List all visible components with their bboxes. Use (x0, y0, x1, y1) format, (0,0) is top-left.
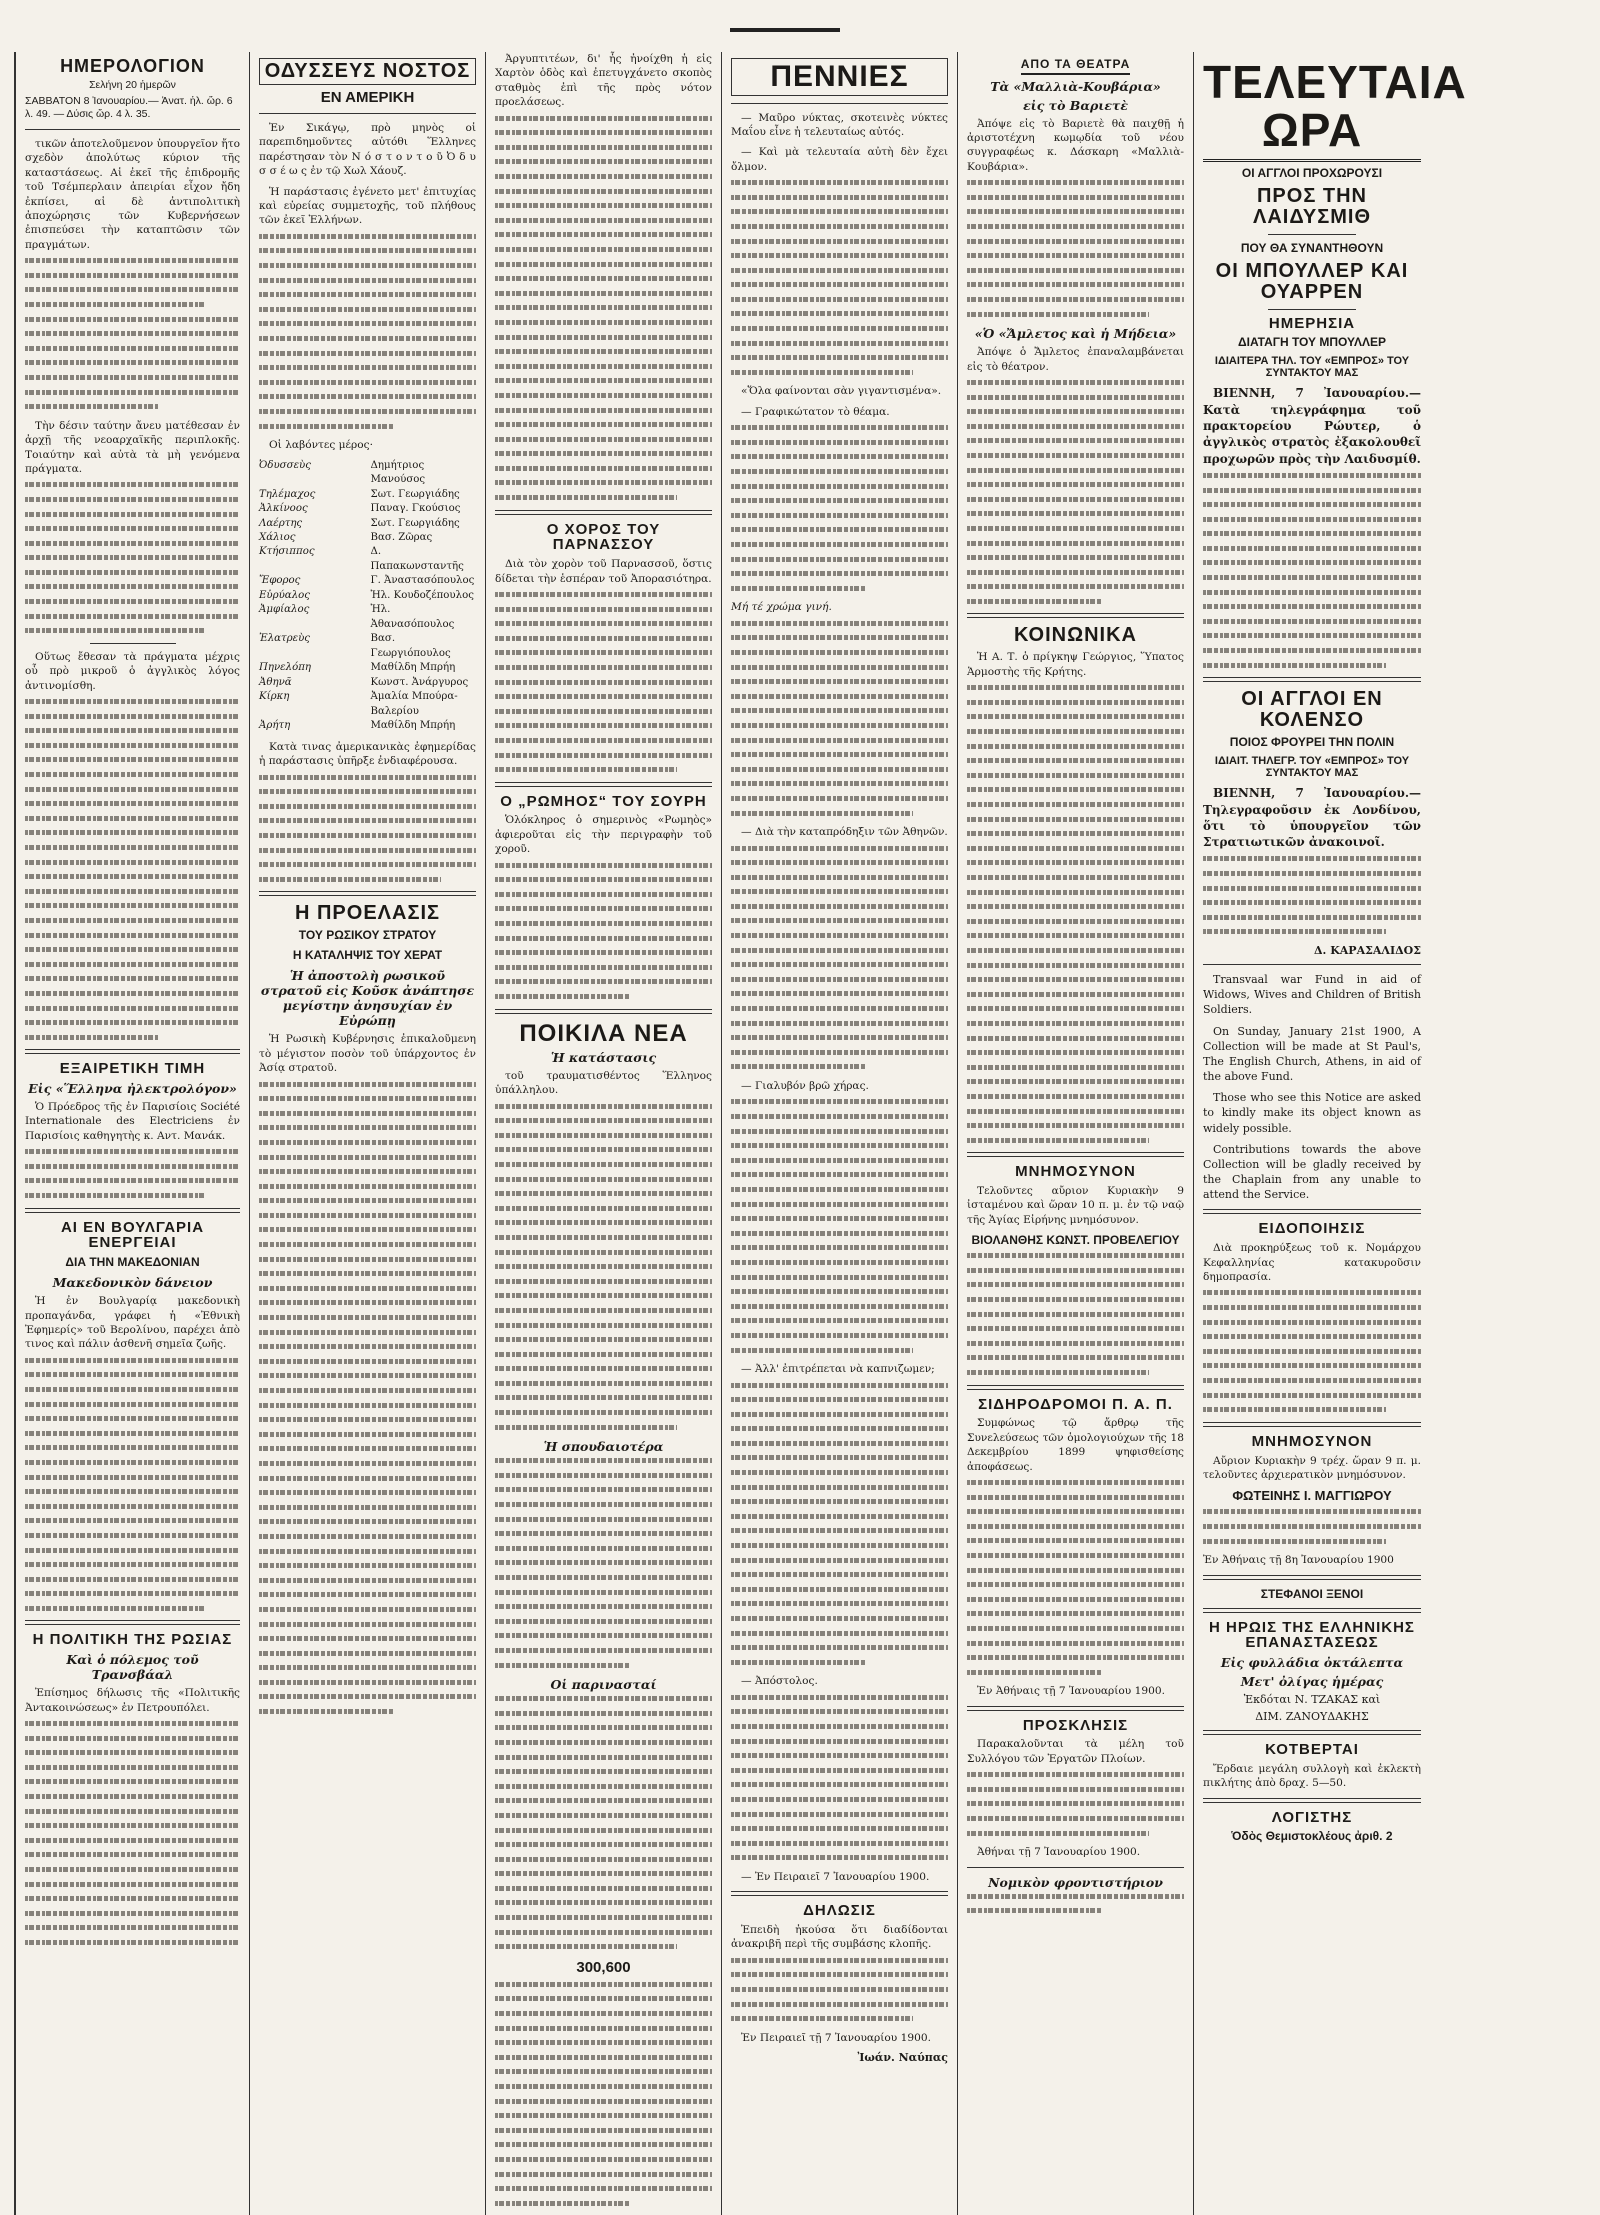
memorial-name: ΦΩΤΕΙΝΗΣ Ι. ΜΑΓΓΙΩΡΟΥ (1232, 1488, 1392, 1504)
cast-actor: Βασ. Ζῶρας (370, 531, 433, 543)
article-text: «Ὅλα φαίνονται σὰν γιγαντισμένα». (741, 385, 942, 398)
subhead-special-cable: ΙΔΙΑΙΤΕΡΑ ΤΗΛ. ΤΟΥ «ΕΜΠΡΟΣ» ΤΟΥ ΣΥΝΤΑΚΤΟΥ ΜΑΣ (1214, 355, 1410, 380)
headline-advance: Η ΠΡΟΕΛΑΣΙΣ (294, 902, 441, 925)
headline-memorial: ΜΝΗΜΟΣΥΝΟΝ (1251, 1432, 1373, 1450)
subhead-tribute: Εἰς «Ἕλληνα ἠλεκτρολόγον» (28, 1081, 237, 1097)
article-text: — Ἀπόστολος. (741, 1675, 818, 1688)
divider (1203, 677, 1421, 682)
article-text: Ἐπειδὴ ἠκούσα ὅτι διαδίδονται ἀνακριβῆ περὶ τῆς συμβάσης κλοπῆς. (731, 1924, 948, 1951)
headline-railways: ΣΙΔΗΡΟΔΡΟΜΟΙ Π. Α. Π. (978, 1395, 1173, 1413)
article-text: Ὁλόκληρος ὁ σημερινὸς «Ρωμηὸς» ἀφιεροῦται εἰς τὴν περιγραφὴν τοῦ χοροῦ. (495, 814, 712, 856)
divider (731, 103, 948, 104)
divider (731, 1891, 948, 1896)
subhead-colenso-guard: ΠΟΙΟΣ ΦΡΟΥΡΕΙ ΤΗΝ ΠΟΛΙΝ (1229, 735, 1395, 750)
article-text-lines (495, 1104, 712, 1430)
article-text: Κατὰ τινας ἀμερικανικὰς ἐφημερίδας ἡ παράστασις ὑπῆρξε ἐνδιαφέρουσα. (259, 740, 476, 768)
column-4 (722, 52, 958, 2215)
divider (259, 891, 476, 896)
divider (1203, 1575, 1421, 1580)
article-text-lines (25, 1721, 240, 1945)
cast-actor: Ἠλ. Ἀθανασόπουλος (370, 604, 455, 630)
article-text-lines (731, 1099, 948, 1352)
article-text-lines (967, 380, 1184, 604)
cast-role: Ἔφορος (259, 575, 301, 587)
article-text-lines (1203, 1509, 1421, 1543)
article-text-lines (495, 1458, 712, 1667)
article-text-lines (259, 775, 476, 882)
cast-actor: Ἠλ. Κουδοζέπουλος (370, 589, 474, 601)
declaration-place: Ἐν Πειραιεῖ τῇ 7 Ἰανουαρίου 1900. (741, 2031, 931, 2044)
cast-actor: Παναγ. Γκούσιος (370, 503, 461, 515)
divider (1203, 1209, 1421, 1214)
cast-role: Ἀλκίνοος (259, 503, 308, 515)
subhead-odysseus: ΕΝ ΑΜΕΡΙΚΗ (320, 89, 415, 106)
subhead-daily: ΗΜΕΡΗΣΙΑ (1268, 314, 1356, 332)
article-text: Ἐν Σικάγῳ, πρὸ μηνὸς οἱ παρεπιδημοῦντες αὐτόθι Ἕλληνες παρέστησαν τὸν Ν ό σ τ ο ν τ ο ῦ Ὀ δ υ σ σ έ ω ς ἐν τῷ Χωλ Χάουζ. (259, 122, 476, 178)
divider (967, 613, 1184, 618)
cast-role: Τηλέμαχος (259, 488, 316, 500)
calendar-title: ΗΜΕΡΟΛΟΓΙΟΝ (60, 56, 205, 76)
column-3 (486, 52, 722, 2215)
cast-actor: Κωνστ. Ἀνάργυρος (370, 676, 469, 688)
divider (1203, 1422, 1421, 1427)
subhead-ladysmith: ΠΡΟΣ ΤΗΝ ΛΑΙΔΥΣΜΙΘ (1252, 184, 1371, 228)
english-notice-text: Those who see this Notice are asked to kindly make its object known as widely possible. (1203, 1091, 1421, 1135)
lead-advance: Ἡ ἀποστολὴ ρωσικοῦ στρατοῦ εἰς Κοῦσκ ἀνάπτησε μεγίστην ἀνησυχίαν ἐν Εὐρώπῃ (260, 968, 475, 1029)
column-6 (1194, 52, 1467, 2215)
subhead-heroine-format: Εἰς φυλλάδια ὀκτάλεπτα (1220, 1655, 1404, 1670)
divider (1203, 964, 1421, 965)
cast-role: Πηνελόπη (259, 662, 312, 674)
headline-invitation: ΠΡΟΣΚΛΗΣΙΣ (1022, 1716, 1129, 1734)
article-text: Ἐπίσημος δήλωσις τῆς «Πολιτικῆς Ἀντακοινώσεως» ἐν Πετρουπόλει. (25, 1687, 240, 1714)
article-text-lines (731, 180, 948, 375)
article-text: Ὁ Πρόεδρος τῆς ἐν Παρισίοις Société Internationale des Electriciens ἐν Παρισίοις καθηγητὴς κ. Αντ. Μανάκ. (25, 1101, 240, 1142)
cast-actor: Σωτ. Γεωργιάδης (370, 488, 460, 500)
heroine-publisher: ΔΙΜ. ΖΑΝΟΥΔΑΚΗΣ (1255, 1710, 1369, 1723)
headline-parnassos: Ο ΧΟΡΟΣ ΤΟΥ ΠΑΡΝΑΣΣΟΥ (546, 520, 661, 554)
article-text: — Καὶ μὰ τελευταία αὐτὴ δὲν ἔχει ὄλμον. (731, 146, 948, 173)
headline-blankets: ΚΟΤΒΕΡΤΑΙ (1265, 1741, 1359, 1758)
subhead-advance: ΤΟΥ ΡΩΣΙΚΟΥ ΣΤΡΑΤΟΥ (298, 928, 437, 943)
headline-theatres-text: ΑΠΟ ΤΑ ΘΕΑΤΡΑ (1021, 58, 1131, 75)
subhead-order: ΔΙΑΤΑΓΗ ΤΟΥ ΜΠΟΥΛΛΕΡ (1238, 335, 1386, 350)
article-text-lines (495, 863, 712, 999)
invitation-date: Ἀθήναι τῇ 7 Ἰανουαρίου 1900. (977, 1846, 1141, 1859)
cast-intro: Οἱ λαβόντες μέρος· (269, 439, 373, 452)
article-text: Ἔρδαιε μεγάλη συλλογὴ καὶ ἐκλεκτὴ πικλήτης ἀπὸ δραχ. 5—50. (1203, 1762, 1421, 1790)
article-text-lines (495, 1696, 712, 1949)
declaration-signature: Ἰωάν. Ναύπας (857, 2051, 948, 2065)
railways-date: Ἐν Ἀθήναις τῇ 7 Ἰανουαρίου 1900. (977, 1685, 1165, 1698)
article-text: — Γιαλυβόν βρῶ χήρας. (741, 1080, 869, 1092)
article-text-lines (1203, 856, 1421, 934)
article-text: Ἡ παράστασις ἐγένετο μετ' ἐπιτυχίας καὶ εὐρείας συμμετοχῆς, τοῦ πλήθους τῶν ἐκεῖ Ἑλλήνων. (259, 185, 476, 227)
divider (259, 113, 476, 114)
article-text-lines (967, 1894, 1184, 1914)
top-rule (730, 28, 840, 32)
cast-actor: Βασ. Γεωργιόπουλος (370, 633, 451, 659)
article-text-lines (25, 1149, 240, 1198)
calendar-moon: Σελήνη 20 ἡμερῶν (89, 79, 176, 91)
subhead-condition: Ἡ κατάστασις (550, 1049, 657, 1065)
divider (25, 1049, 240, 1054)
english-notice-text: Contributions towards the above Collection will be gladly received by the Chaplain from any unable to attend the Service. (1203, 1142, 1421, 1202)
headline-theatres (967, 58, 1184, 75)
divider (1203, 1798, 1421, 1803)
column-1 (14, 52, 250, 2215)
calendar-box (25, 56, 240, 122)
article-text: Διὰ προκηρύξεως τοῦ κ. Νομάρχου Κεφαλληνίας κατακυροῦσιν δημοπρασία. (1203, 1242, 1421, 1283)
subhead-bulgaria: ΔΙΑ ΤΗΝ ΜΑΚΕΔΟΝΙΑΝ (65, 1255, 200, 1270)
article-text: Ἡ ἐν Βουλγαρίᾳ μακεδονικὴ προπαγάνδα, γράφει ἡ «Ἐθνικὴ Ἐφημερίς» τοῦ Βερολίνου, παρέχει ἀπὸ τινος καὶ πάλιν ἀσθενῆ σημεῖα ζωῆς. (25, 1295, 240, 1351)
cast-actor: Ἀμαλία Μπούρα-Βαλερίου (370, 691, 458, 717)
column-5 (958, 52, 1194, 2215)
cast-role: Ἀθηνᾶ (259, 676, 292, 688)
article-text: τικῶν ἀποτελοῦμενον ὑπουργεῖον ἤτο σχεδὸν ἀπολύτως κύριον τῆς καταστάσεως. Αἱ ἐκεῖ τῆς ἐπιδρομῆς τοῦ Τσέμπερλαιν ἀπειρίαι εἶχον ἤδη ἐκπίσει, αἱ δὲ ἀντιπολιτικὴ ἀποχώρησις τῶν Κυβερνήσεων ἐπισπεύσει τὴν καταπτῶσιν τῶν πραγμάτων. (25, 137, 240, 251)
article-text: Ἀπόψε εἰς τὸ Βαριετὲ θὰ παιχθῇ ἡ ἀριστοτέχνη κωμῳδία τοῦ νέου συγγραφέως κ. Δάσκαρη «Μαλλιὰ-Κουβάρια». (967, 117, 1184, 173)
article-text-lines (731, 1383, 948, 1665)
divider (25, 1208, 240, 1213)
divider (1203, 1730, 1421, 1735)
divider (967, 1706, 1184, 1711)
divider (25, 129, 240, 130)
article-text-lines (495, 1982, 712, 2206)
headline-social: ΚΟΙΝΩΝΙΚΑ (1013, 624, 1137, 647)
article-text: — Μαῦρο νύκτας, σκοτεινὲς νύκτες Μαΐου εἶνε ἡ τελευταίως αὐτός. (731, 111, 948, 138)
divider (25, 1620, 240, 1625)
subhead-where-meet: ΠΟΥ ΘΑ ΣΥΝΑΝΤΗΘΟΥΝ (1240, 240, 1384, 255)
article-text-lines (731, 846, 948, 1070)
article-text-lines (967, 685, 1184, 1142)
cast-role: Χάλιος (259, 531, 296, 543)
article-text-lines (25, 482, 240, 633)
article-text: Τὴν δέσιν ταύτην ἄνευ ματέθεσαν ἐν ἀρχῇ τῆς νεοαρχαϊκῆς περιπλοκῆς. Τοιαύτην καὶ αὐτὰ τὰ μὴ γενόμενα πράγματα. (25, 419, 240, 475)
article-text: Τελοῦντες αὔριον Κυριακὴν 9 ἰσταμένου καὶ ὥραν 10 π. μ. ἐν τῷ ναῷ τῆς Ἁγίας Εἰρήνης μνημόσυνον. (967, 1185, 1184, 1226)
english-notice-text: Transvaal war Fund in aid of Widows, Wives and Children of British Soldiers. (1203, 973, 1421, 1017)
cast-role: Λαέρτης (259, 517, 303, 529)
article-text: Συμφώνως τῷ ἄρθρῳ τῆς Συνελεύσεως τῶν ὁμολογιούχων τῆς 18 Δεκεμβρίου 1899 ψηφισθείσης ἀποφάσεως. (967, 1417, 1184, 1473)
divider (967, 1152, 1184, 1157)
divider (967, 1385, 1184, 1390)
english-notice-text: On Sunday, January 21st 1900, A Collection will be made at St Paul's, The English Church, Athens, in aid of the above Fund. (1203, 1024, 1421, 1084)
subhead-important: Ἡ σπουδαιοτέρα (543, 1439, 664, 1455)
headline-tribute: ΕΞΑΙΡΕΤΙΚΗ ΤΙΜΗ (59, 1060, 206, 1078)
article-text: Ἡ Ρωσικὴ Κυβέρνησις ἐπικαλοῦμενη τὸ μέγιστον ποσὸν τοῦ ὑπάρχοντος ἐν Ἀσίᾳ στρατοῦ. (259, 1033, 476, 1075)
divider (1203, 1608, 1421, 1613)
column-2 (250, 52, 486, 2215)
article-text-lines (1203, 1290, 1421, 1412)
article-text: Αὔριον Κυριακὴν 9 τρέχ. ὥραν 9 π. μ. τελοῦντες ἀρχιερατικὸν μνημόσυνον. (1203, 1454, 1421, 1481)
columns (14, 52, 1586, 2192)
memorial-date: Ἐν Ἀθήναις τῇ 8η Ἰανουαρίου 1900 (1203, 1554, 1394, 1567)
headline-notice: ΕΙΔΟΠΟΙΗΣΙΣ (1258, 1220, 1366, 1238)
subhead-performers: Οἱ παρινασταί (550, 1677, 657, 1693)
cast-role: Κίρκη (259, 691, 290, 703)
headline-russia-policy: Η ΠΟΛΙΤΙΚΗ ΤΗΣ ΡΩΣΙΑΣ (32, 1631, 233, 1649)
article-text: — Διὰ τὴν καταπρόδηξιν τῶν Ἀθηνῶν. (741, 826, 948, 839)
headline-last-hour: ΤΕΛΕΥΤΑΙΑ ΩΡΑ (1203, 58, 1421, 162)
headline-memorial: ΜΝΗΜΟΣΥΝΟΝ (1015, 1163, 1136, 1181)
cast-actor: Δημήτριος Μανούσος (370, 459, 426, 486)
divider (90, 643, 176, 644)
article-text: — Ἐν Πειραιεῖ 7 Ἰανουαρίου 1900. (741, 1870, 930, 1883)
cast-actor: Μαθίλδη Μπρήη (370, 720, 456, 732)
article-text-lines (967, 1253, 1184, 1375)
headline-accountant: ΛΟΓΙΣΤΗΣ (1271, 1808, 1353, 1826)
dispatch-text: ΒΙΕΝΝΗ, 7 Ἰανουαρίου.— Τηλεγραφοῦσιν ἐκ Λονδίνου, ὅτι τὸ ὑπουργεῖον τῶν Στρατιωτικῶν ἀνακοινοῖ. (1203, 786, 1421, 850)
article-text-lines (967, 1772, 1184, 1835)
article-text: — Γραφικώτατον τὸ θέαμα. (741, 405, 890, 418)
headline-romios: Ο „ΡΩΜΗΟΣ“ ΤΟΥ ΣΟΥΡΗ (500, 792, 707, 810)
article-text-lines (259, 1082, 476, 1715)
subhead-money: 300,600 (576, 1958, 631, 1976)
subhead-herat: Η ΚΑΤΑΛΗΨΙΣ ΤΟΥ ΧΕΡΑΤ (292, 948, 443, 963)
article-text: Ἀργυπτιτέων, δι' ἧς ἠνοίχθη ἡ εἰς Χαρτὸν ὁδὸς καὶ ἐπετυγχάνετο σκοπὸς σταθμὸς ἐπὶ τῆς πρὸς νότον προελάσεως. (495, 53, 712, 109)
divider (967, 1867, 1184, 1868)
cast-role: Ἐλατρεὺς (259, 633, 311, 645)
article-text-lines (967, 1480, 1184, 1675)
accountant-address: Ὁδὸς Θεμιστοκλέους ἀριθ. 2 (1231, 1829, 1393, 1844)
cast-actor: Μαθίλδη Μπρήη (370, 662, 456, 674)
divider (1268, 309, 1355, 310)
headline-colenso: ΟΙ ΑΓΓΛΟΙ ΕΝ ΚΟΛΕΝΣΟ (1241, 688, 1383, 732)
subhead-russia-policy: Καὶ ὁ πόλεμος τοῦ Τρανσβάαλ (66, 1652, 199, 1683)
headline-heroine: Η ΗΡΩΙΣ ΤΗΣ ΕΛΛΗΝΙΚΗΣ ΕΠΑΝΑΣΤΑΣΕΩΣ (1209, 1618, 1415, 1652)
divider (495, 510, 712, 515)
headline-pennies: ΠΕΝΝΙΕΣ (731, 58, 948, 96)
subhead-theatre-play: Τὰ «Μαλλιὰ-Κουβάρια» (990, 78, 1161, 94)
divider (495, 1009, 712, 1014)
article-text-lines (495, 592, 712, 772)
subhead-english-advance: ΟΙ ΑΓΓΛΟΙ ΠΡΟΧΩΡΟΥΣΙ (1241, 165, 1383, 180)
cast-role: Κτήσιππος (259, 546, 315, 558)
verse-line: Μή τέ χρώμα γινή. (731, 601, 832, 614)
subhead-theatre-venue: εἰς τὸ Βαριετὲ (1023, 97, 1128, 113)
dispatch-text: ΒΙΕΝΝΗ, 7 Ἰανουαρίου.— Κατὰ τηλεγράφημα τοῦ πρακτορείου Ρώυτερ, ὁ ἀγγλικὸς στρατὸς ἐξακολουθεῖ προχωρῶν πρὸς τὴν Λαιδυσμίθ. (1203, 386, 1421, 466)
cast-role: Ἀρήτη (259, 720, 291, 732)
subhead-bulgaria-loan: Μακεδονικὸν δάνειον (52, 1275, 213, 1291)
calendar-date: ΣΑΒΒΑΤΟΝ 8 Ἰανουαρίου.— Ἀνατ. ἡλ. ὥρ. 6 λ. 49. — Δύσις ὥρ. 4 λ. 35. (25, 94, 233, 121)
article-text-lines (25, 1358, 240, 1611)
foreign-wreaths: ΣΤΕΦΑΝΟΙ ΞΕΝΟΙ (1260, 1586, 1364, 1601)
subhead-law-tutoring: Νομικὸν φροντιστήριον (988, 1874, 1163, 1890)
article-text-lines (967, 180, 1184, 316)
article-text: — Ἀλλ' ἐπιτρέπεται νὰ καπνιζωμεν; (741, 1363, 935, 1376)
article-text: Οὕτως ἔθεσαν τὰ πράγματα μέχρις οὗ πρὸ μικροῦ ὁ ἀγγλικὸς λόγος ἀντινομίσθη. (25, 650, 240, 692)
cast-role: Ὀδυσσεὺς (259, 459, 311, 471)
cast-role: Ἀμφίαλος (259, 604, 310, 616)
article-text-lines (1203, 473, 1421, 668)
subhead-colenso-cable: ΙΔΙΑΙΤ. ΤΗΛΕΓΡ. ΤΟΥ «ΕΜΠΡΟΣ» ΤΟΥ ΣΥΝΤΑΚΤΟΥ ΜΑΣ (1214, 755, 1410, 780)
cast-role: Εὐρύαλος (259, 589, 310, 601)
article-text: Ἡ Α. Τ. ὁ πρίγκηψ Γεώργιος, Ὕπατος Ἁρμοστὴς τῆς Κρήτης. (967, 651, 1184, 678)
cast-actor: Γ. Ἀναστασόπουλος (370, 575, 475, 587)
article-text-lines (25, 258, 240, 409)
headline-bulgaria: ΑΙ ΕΝ ΒΟΥΛΓΑΡΙΑ ΕΝΕΡΓΕΙΑΙ (60, 1218, 205, 1252)
article-text: Ἀπόψε ὁ Ἄμλετος ἐπαναλαμβάνεται εἰς τὸ θέατρον. (967, 346, 1184, 373)
divider (1268, 234, 1355, 235)
article-text: τοῦ τραυματισθέντος Ἕλληνος ὑπάλληλου. (495, 1069, 712, 1097)
subhead-buller-warren: ΟΙ ΜΠΟΥΛΛΕΡ ΚΑΙ ΟΥΑΡΡΕΝ (1215, 259, 1409, 303)
article-text: Παρακαλοῦνται τὰ μέλη τοῦ Συλλόγου τῶν Ἐργατῶν Πλοίων. (967, 1738, 1184, 1765)
article-text-lines (259, 234, 476, 429)
article-text-lines (731, 425, 948, 591)
subhead-heroine-soon: Μετ' ὀλίγας ἡμέρας (1240, 1674, 1384, 1689)
memorial-name: ΒΙΟΛΑΝΘΗΣ ΚΩΝΣΤ. ΠΡΟΒΕΛΕΓΙΟΥ (971, 1233, 1180, 1248)
article-text-lines (25, 699, 240, 1040)
subhead-hamlet: «Ὁ «Ἄμλετος καὶ ἡ Μήδεια» (974, 326, 1177, 342)
headline-odysseus: ΟΔΥΣΣΕΥΣ ΝΟΣΤΟΣ (259, 58, 476, 85)
cast-actor: Δ. Παπακωνσταντῆς (370, 546, 464, 572)
cast-list (259, 459, 476, 734)
article-text-lines (731, 1695, 948, 1861)
dispatch-signature: Δ. ΚΑΡΑΣΑΛΙΔΟΣ (1314, 944, 1421, 958)
heroine-publisher: Ἐκδόται Ν. ΤΖΑΚΑΣ καὶ (1243, 1693, 1381, 1706)
article-text-lines (731, 621, 948, 816)
article-text-lines (731, 1958, 948, 2021)
headline-poikila: ΠΟΙΚΙΛΑ ΝΕΑ (519, 1019, 688, 1047)
cast-actor: Σωτ. Γεωργιάδης (370, 517, 460, 529)
article-text: Διὰ τὸν χορὸν τοῦ Παρνασσοῦ, ὅστις δίδεται τὴν ἑσπέραν τοῦ Ἀπορασιότηρα. (495, 558, 712, 585)
headline-declaration: ΔΗΛΩΣΙΣ (803, 1902, 876, 1920)
divider (495, 782, 712, 787)
article-text-lines (495, 116, 712, 500)
